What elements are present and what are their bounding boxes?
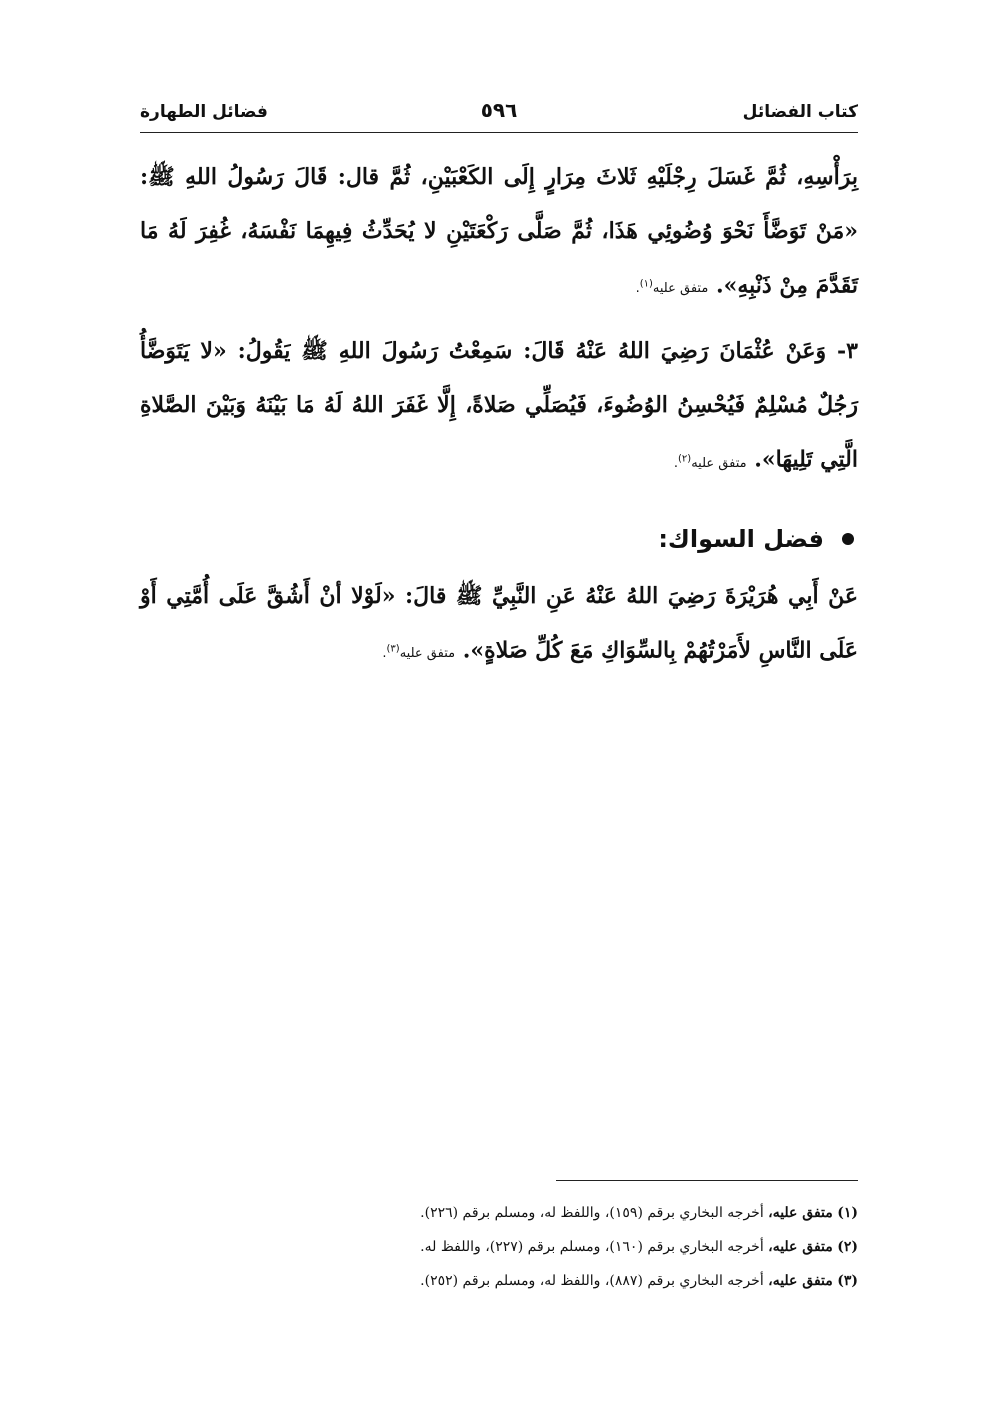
chapter-title: فضائل الطهارة bbox=[140, 102, 268, 122]
footnote-1 bbox=[140, 1196, 858, 1230]
book-title: كتاب الفضائل bbox=[742, 102, 858, 122]
footnote-3 bbox=[140, 1264, 858, 1298]
running-header bbox=[140, 98, 858, 132]
footnote-ref-1[interactable]: (١) bbox=[639, 279, 653, 290]
hadith-number: ٣- bbox=[837, 338, 858, 365]
footnote-number: (٢) bbox=[837, 1239, 858, 1255]
footnote-ref-2[interactable]: (٢) bbox=[678, 453, 692, 465]
footnote-2 bbox=[140, 1230, 858, 1264]
hadith-paragraph-siwak bbox=[140, 569, 858, 681]
page-number: ٥٩٦ bbox=[480, 98, 518, 122]
hadith-paragraph-3 bbox=[140, 324, 858, 490]
footnote-text: أخرجه البخاري برقم (١٦٠)، ومسلم برقم (٢٢٧)، واللفظ له. bbox=[420, 1239, 764, 1255]
footnote-lead: متفق عليه، bbox=[768, 1273, 833, 1289]
hadith-citation: متفق عليه$^{(١)}$. bbox=[635, 279, 709, 297]
hadith-text: بِرَأْسِهِ، ثُمَّ غَسَلَ رِجْلَيْهِ ثَلاثَ مِرَارٍ إِلَى الكَعْبَيْنِ، ثُمَّ قال: قَالَ رَسُولُ اللهِ ﷺ: «مَنْ تَوَضَّأَ نَحْوَ وُضُوئِي هَذَا، ثُمَّ صَلَّى رَكْعَتَيْنِ لا يُحَدِّثُ فِيهِمَا نَفْسَهُ، غُفِرَ لَهُ مَا تَقَدَّمَ مِنْ ذَنْبِهِ». bbox=[140, 164, 858, 299]
footnote-lead: متفق عليه، bbox=[768, 1239, 833, 1255]
main-text bbox=[140, 150, 858, 681]
footnote-text: أخرجه البخاري برقم (١٥٩)، واللفظ له، ومسلم برقم (٢٢٦). bbox=[420, 1205, 764, 1221]
section-heading-text: فضل السواك: bbox=[658, 524, 824, 553]
footnote-divider bbox=[556, 1180, 858, 1181]
hadith-paragraph-continued bbox=[140, 150, 858, 316]
bullet-icon bbox=[842, 533, 854, 545]
footnote-number: (٣) bbox=[837, 1273, 858, 1289]
footnotes bbox=[140, 1196, 858, 1298]
footnote-text: أخرجه البخاري برقم (٨٨٧)، واللفظ له، ومسلم برقم (٢٥٢). bbox=[420, 1273, 764, 1289]
footnote-lead: متفق عليه، bbox=[768, 1205, 833, 1221]
hadith-text: وَعَنْ عُثْمَانَ رَضِيَ اللهُ عَنْهُ قَالَ: سَمِعْتُ رَسُولَ اللهِ ﷺ يَقُولُ: «لا يَتَوَضَّأُ رَجُلٌ مُسْلِمٌ فَيُحْسِنُ الوُضُوءَ، فَيُصَلِّي صَلاةً، إِلَّا غَفَرَ اللهُ لَهُ مَا بَيْنَهُ وَبَيْنَ الصَّلاةِ الَّتِي تَلِيهَا». bbox=[140, 338, 858, 473]
hadith-text: عَنْ أَبِي هُرَيْرَةَ رَضِيَ اللهُ عَنْهُ عَنِ النَّبِيِّ ﷺ قالَ: «لَوْلا أنْ أَشُقَّ عَلَى أُمَّتِي أَوْ عَلَى النَّاسِ لأَمَرْتُهُمْ بِالسِّوَاكِ مَعَ كُلِّ صَلاةٍ». bbox=[140, 582, 858, 663]
section-heading bbox=[140, 517, 858, 561]
footnote-number: (١) bbox=[837, 1205, 858, 1221]
footnote-ref-3[interactable]: (٣) bbox=[386, 643, 400, 655]
hadith-citation: متفق عليه$^{(٣)}$. bbox=[382, 643, 456, 661]
hadith-citation: متفق عليه$^{(٢)}$. bbox=[673, 453, 747, 471]
header-divider bbox=[140, 132, 858, 133]
